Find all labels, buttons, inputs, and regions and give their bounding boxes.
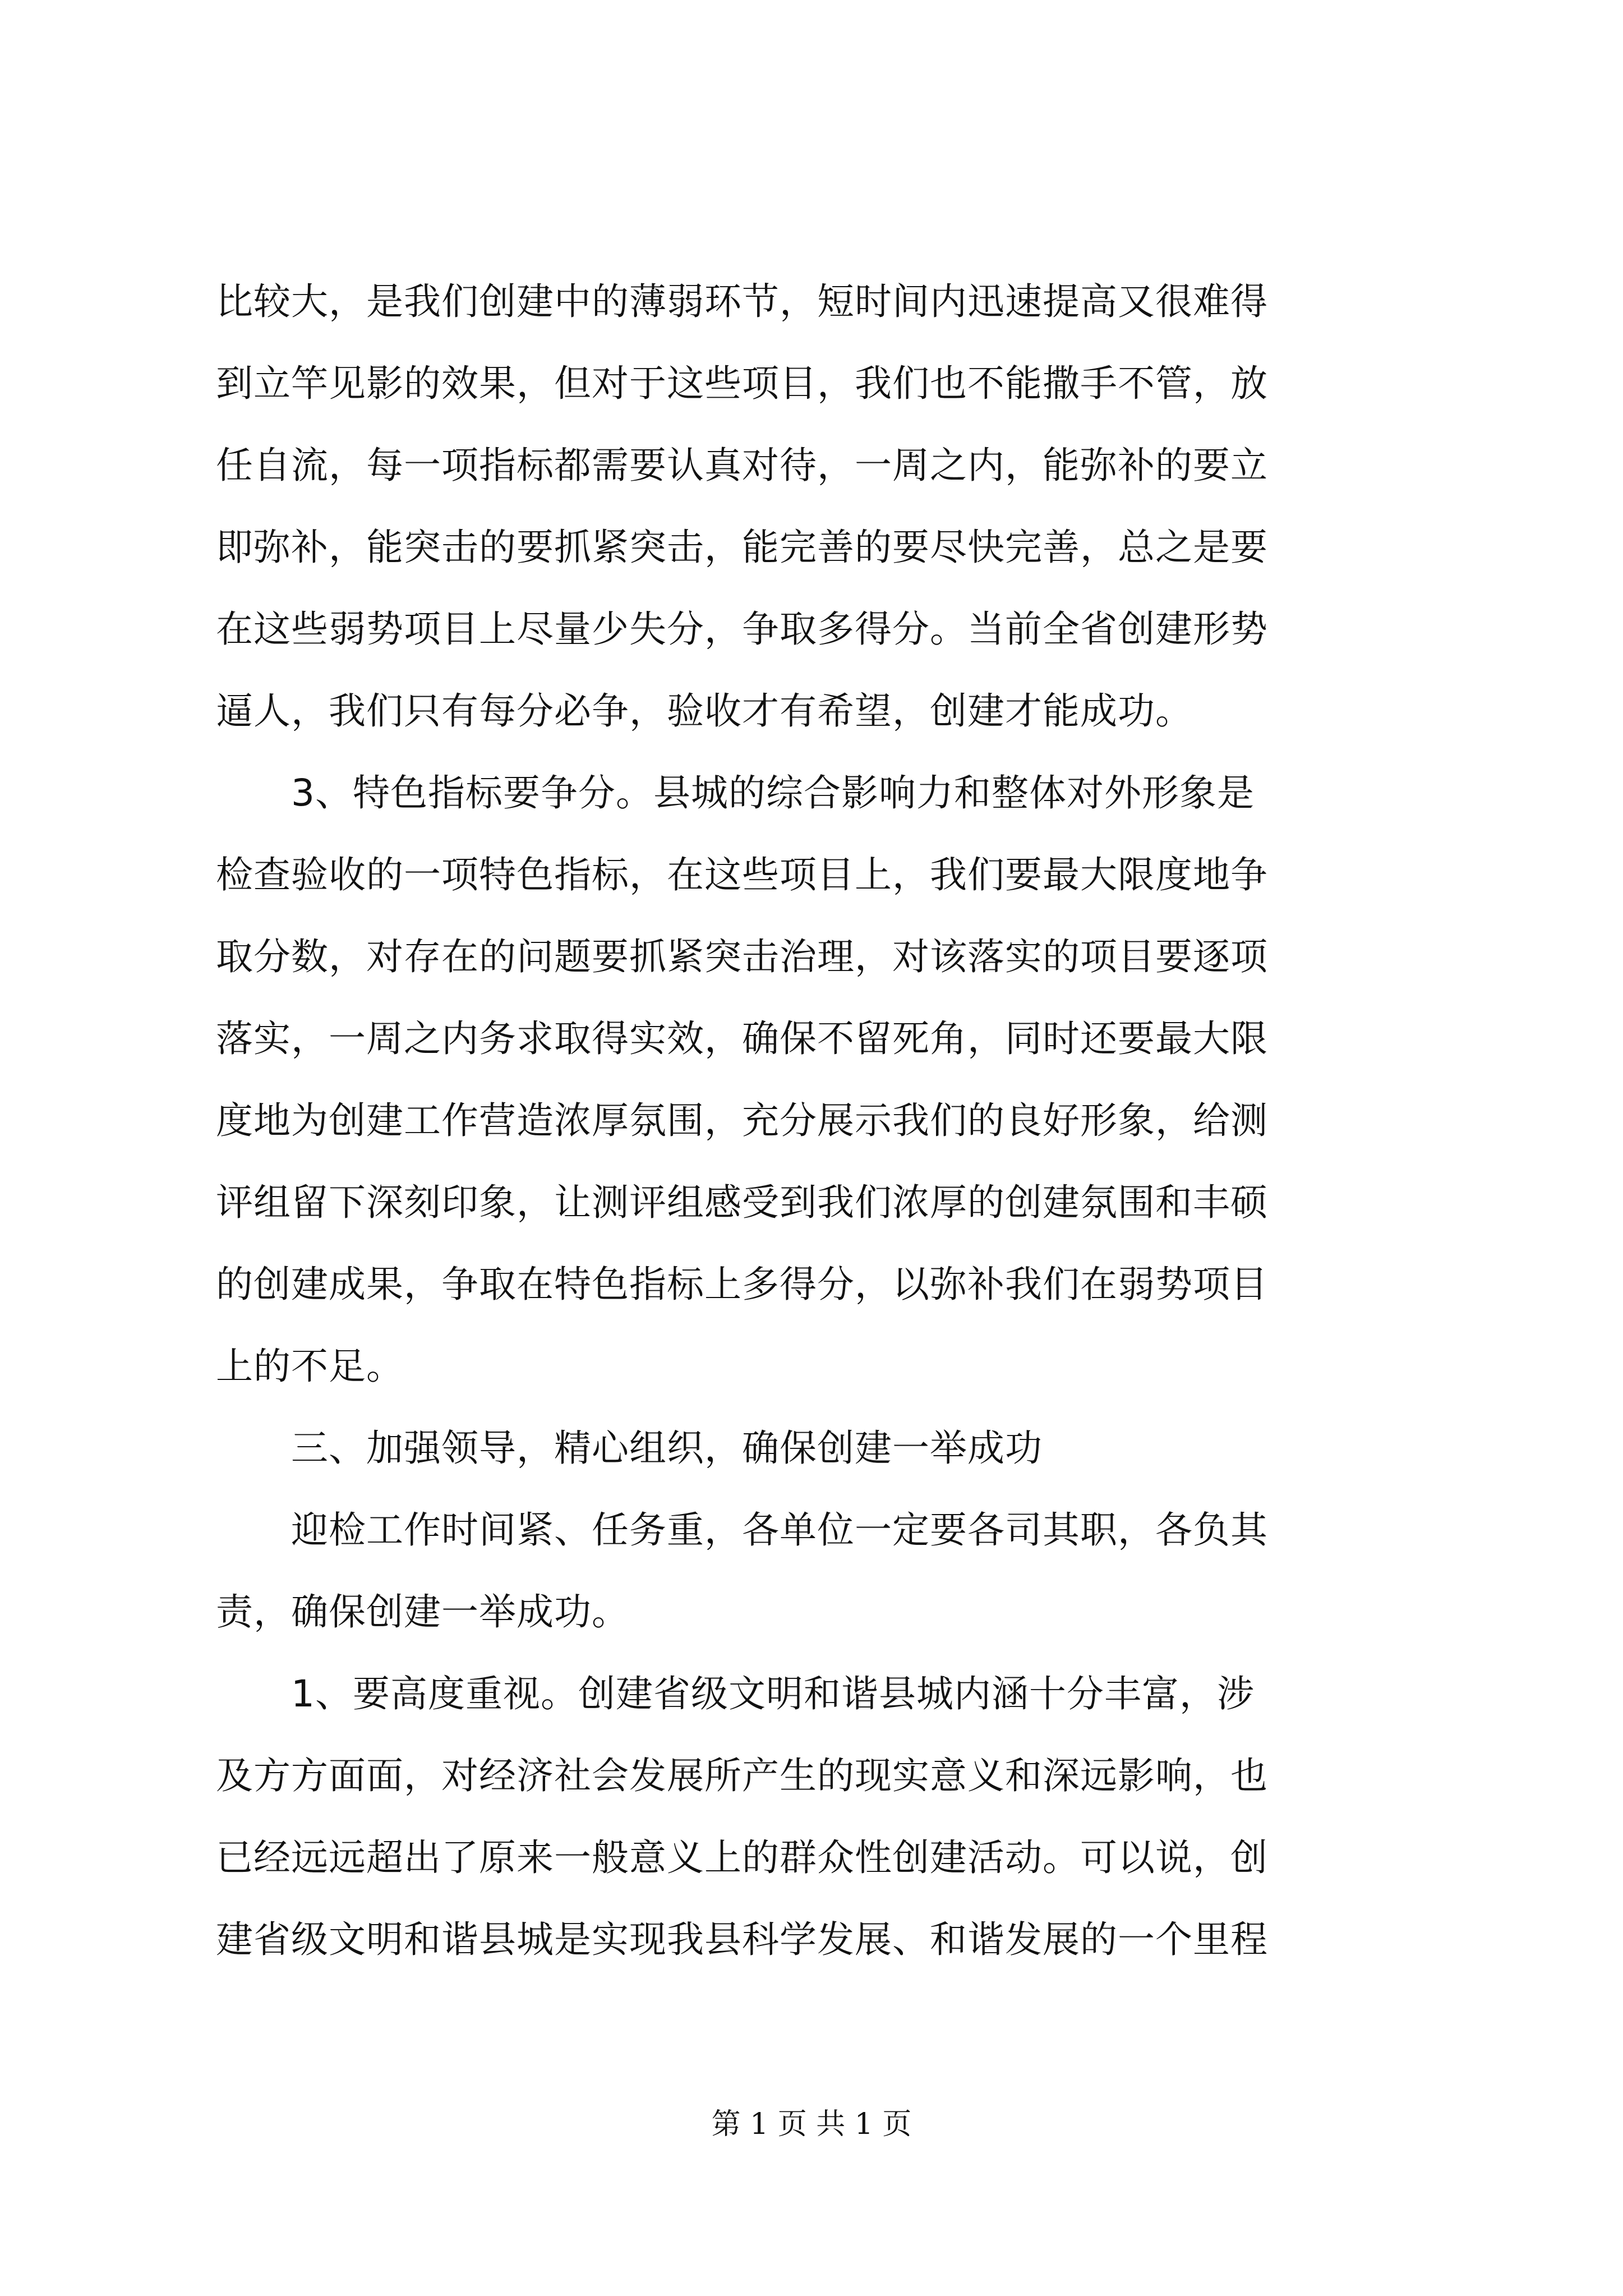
text-line: 即弥补，能突击的要抓紧突击，能完善的要尽快完善，总之是要 bbox=[216, 526, 1268, 569]
text-line: 建省级文明和谐县城是实现我县科学发展、和谐发展的一个里程 bbox=[216, 1918, 1268, 1961]
text-line: 逼人，我们只有每分必争，验收才有希望，创建才能成功。 bbox=[216, 689, 1193, 733]
text-line: 上的不足。 bbox=[216, 1345, 404, 1388]
text-line: 评组留下深刻印象，让测评组感受到我们浓厚的创建氛围和丰硕 bbox=[216, 1181, 1268, 1224]
paragraph-first-line: 迎检工作时间紧、任务重，各单位一定要各司其职，各负其 bbox=[291, 1508, 1268, 1552]
text-line: 责，确保创建一举成功。 bbox=[216, 1590, 629, 1634]
text-line: 到立竿见影的效果，但对于这些项目，我们也不能撒手不管，放 bbox=[216, 362, 1268, 405]
page-number-footer: 第 1 页 共 1 页 bbox=[711, 2108, 912, 2141]
text-line: 在这些弱势项目上尽量少失分，争取多得分。当前全省创建形势 bbox=[216, 608, 1268, 651]
text-line: 比较大，是我们创建中的薄弱环节，短时间内迅速提高又很难得 bbox=[216, 280, 1268, 323]
paragraph-first-line: 1、要高度重视。创建省级文明和谐县城内涵十分丰富，涉 bbox=[291, 1672, 1255, 1715]
text-line: 度地为创建工作营造浓厚氛围，充分展示我们的良好形象，给测 bbox=[216, 1099, 1268, 1142]
text-line: 检查验收的一项特色指标，在这些项目上，我们要最大限度地争 bbox=[216, 853, 1268, 896]
text-line: 取分数，对存在的问题要抓紧突击治理，对该落实的项目要逐项 bbox=[216, 935, 1268, 978]
text-line: 任自流，每一项指标都需要认真对待，一周之内，能弥补的要立 bbox=[216, 444, 1268, 487]
text-line: 的创建成果，争取在特色指标上多得分，以弥补我们在弱势项目 bbox=[216, 1263, 1268, 1306]
section-heading: 三、加强领导，精心组织，确保创建一举成功 bbox=[291, 1427, 1043, 1470]
paragraph-first-line: 3、特色指标要争分。县城的综合影响力和整体对外形象是 bbox=[291, 771, 1255, 815]
text-line: 落实，一周之内务求取得实效，确保不留死角，同时还要最大限 bbox=[216, 1017, 1268, 1060]
document-body bbox=[216, 261, 1410, 1981]
text-line: 及方方面面，对经济社会发展所产生的现实意义和深远影响，也 bbox=[216, 1754, 1268, 1797]
text-line: 已经远远超出了原来一般意义上的群众性创建活动。可以说，创 bbox=[216, 1836, 1268, 1879]
